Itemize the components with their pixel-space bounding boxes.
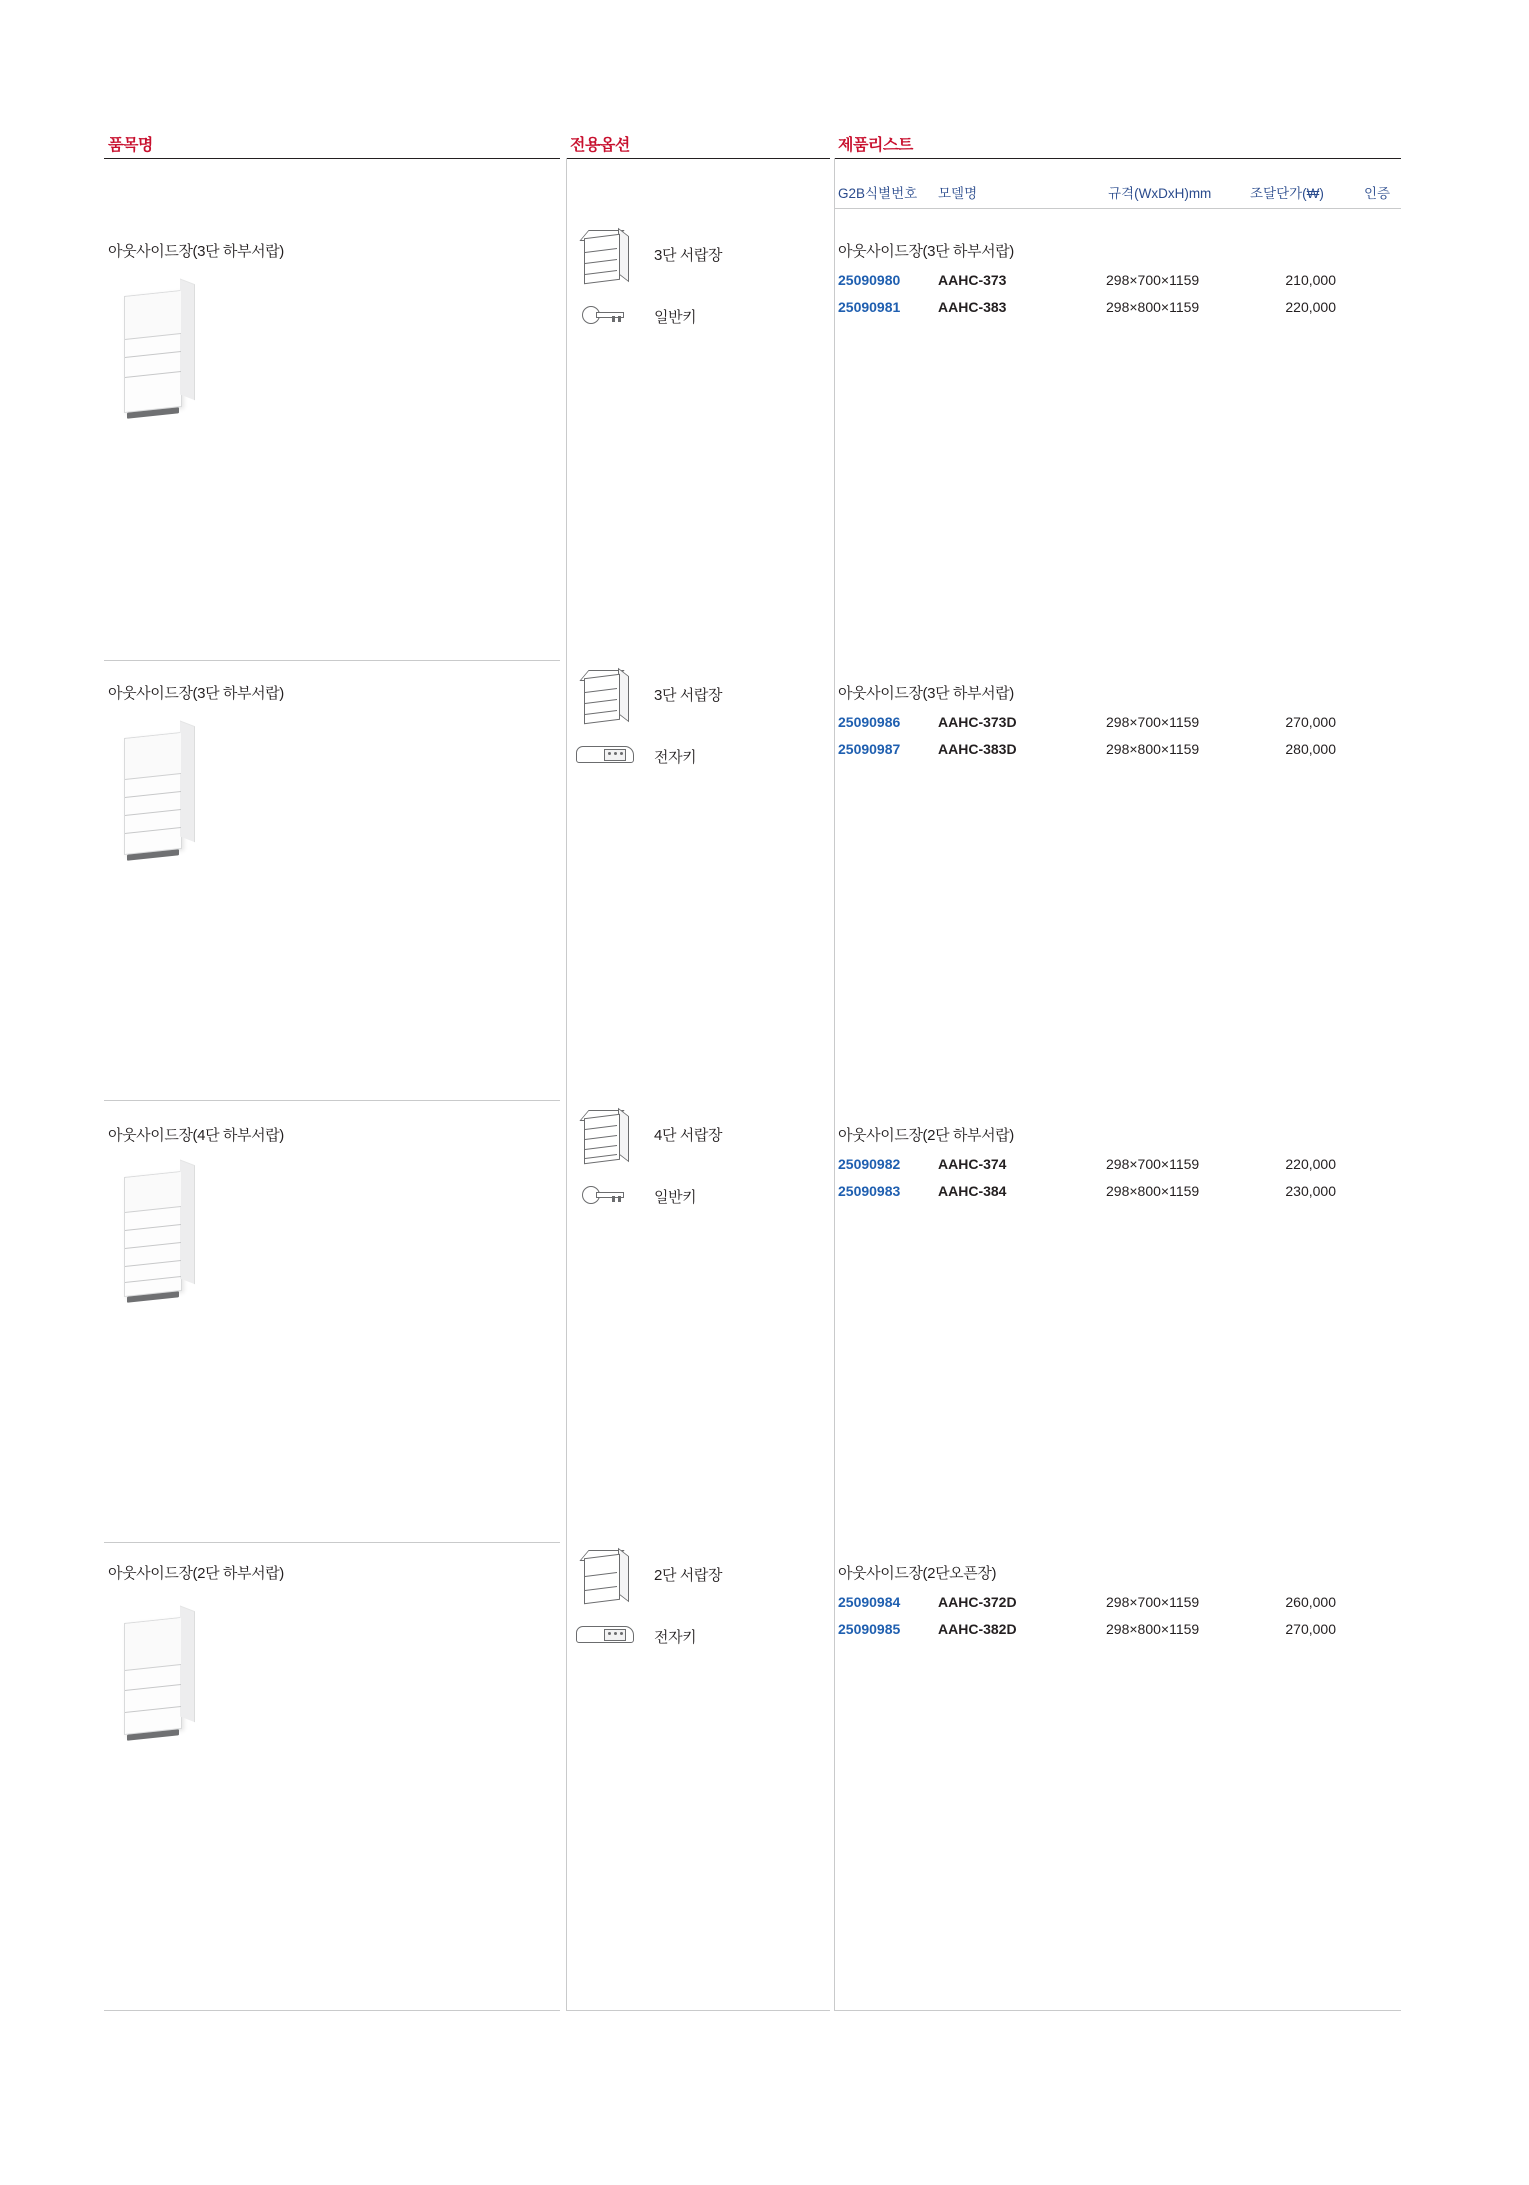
product-g2b: 25090983 <box>838 1183 901 1199</box>
product-model: AAHC-382D <box>938 1621 1017 1637</box>
header-g2b: G2B식별번호 <box>838 186 918 201</box>
divider-bottom-col2 <box>566 2010 830 2011</box>
product-price: 260,000 <box>1285 1594 1336 1610</box>
drawer-cabinet-icon <box>580 228 632 286</box>
product-spec: 298×700×1159 <box>1106 1594 1200 1610</box>
electronic-key-icon <box>576 740 634 768</box>
product-model: AAHC-383 <box>938 299 1007 315</box>
item-name: 아웃사이드장(4단 하부서랍) <box>108 1127 284 1144</box>
product-model: AAHC-384 <box>938 1183 1007 1199</box>
divider-top-col1 <box>104 158 560 159</box>
column-header-option: 전용옵션 <box>570 137 630 154</box>
divider-vertical-2 <box>834 158 835 2010</box>
option-label: 전자키 <box>654 1629 697 1646</box>
drawer-cabinet-icon <box>580 1108 632 1166</box>
product-model: AAHC-383D <box>938 741 1017 757</box>
drawer-cabinet-icon <box>580 1548 632 1606</box>
product-row[interactable] <box>838 1621 1398 1647</box>
divider-vertical-1 <box>566 158 567 2010</box>
product-g2b: 25090985 <box>838 1621 901 1637</box>
header-cert: 인증 <box>1364 186 1391 201</box>
product-model: AAHC-373D <box>938 714 1017 730</box>
column-header-product-list: 제품리스트 <box>838 137 913 154</box>
product-g2b: 25090987 <box>838 741 901 757</box>
product-price: 220,000 <box>1285 1156 1336 1172</box>
product-model: AAHC-373 <box>938 272 1007 288</box>
product-price: 270,000 <box>1285 1621 1336 1637</box>
product-price: 270,000 <box>1285 714 1336 730</box>
product-price: 230,000 <box>1285 1183 1336 1199</box>
product-photo <box>110 1590 220 1740</box>
product-row[interactable] <box>838 1183 1398 1209</box>
product-g2b: 25090984 <box>838 1594 901 1610</box>
product-price: 210,000 <box>1285 272 1336 288</box>
divider-top-col2 <box>566 158 830 159</box>
option-label: 2단 서랍장 <box>654 1567 723 1584</box>
option-label: 일반키 <box>654 1189 697 1206</box>
column-header-item-name: 품목명 <box>108 137 153 154</box>
product-group-title: 아웃사이드장(3단 하부서랍) <box>838 243 1014 260</box>
product-spec: 298×800×1159 <box>1106 741 1200 757</box>
electronic-key-icon <box>576 1620 634 1648</box>
product-row[interactable] <box>838 1594 1398 1620</box>
product-spec: 298×800×1159 <box>1106 1183 1200 1199</box>
product-spec: 298×700×1159 <box>1106 714 1200 730</box>
product-price: 280,000 <box>1285 741 1336 757</box>
header-spec: 규격(WxDxH)mm <box>1108 186 1212 201</box>
row-divider <box>104 1100 560 1101</box>
divider-bottom-col1 <box>104 2010 560 2011</box>
product-g2b: 25090981 <box>838 299 901 315</box>
divider-under-list-header <box>834 208 1401 209</box>
product-row[interactable] <box>838 1156 1398 1182</box>
row-divider <box>104 660 560 661</box>
key-icon <box>580 1180 632 1210</box>
product-group-title: 아웃사이드장(3단 하부서랍) <box>838 685 1014 702</box>
divider-bottom-col3 <box>834 2010 1401 2011</box>
key-icon <box>580 300 632 330</box>
divider-top-col3 <box>834 158 1401 159</box>
product-photo <box>110 710 220 860</box>
product-price: 220,000 <box>1285 299 1336 315</box>
option-label: 4단 서랍장 <box>654 1127 723 1144</box>
item-name: 아웃사이드장(3단 하부서랍) <box>108 243 284 260</box>
product-spec: 298×700×1159 <box>1106 1156 1200 1172</box>
product-model: AAHC-372D <box>938 1594 1017 1610</box>
product-spec: 298×800×1159 <box>1106 1621 1200 1637</box>
header-price: 조달단가(₩) <box>1250 186 1324 201</box>
item-name: 아웃사이드장(2단 하부서랍) <box>108 1565 284 1582</box>
row-divider <box>104 1542 560 1543</box>
product-row[interactable] <box>838 714 1398 740</box>
option-label: 전자키 <box>654 749 697 766</box>
product-row[interactable] <box>838 299 1398 325</box>
option-label: 일반키 <box>654 309 697 326</box>
product-row[interactable] <box>838 741 1398 767</box>
product-row[interactable] <box>838 272 1398 298</box>
product-group-title: 아웃사이드장(2단 하부서랍) <box>838 1127 1014 1144</box>
product-group-title: 아웃사이드장(2단오픈장) <box>838 1565 997 1582</box>
product-spec: 298×800×1159 <box>1106 299 1200 315</box>
product-spec: 298×700×1159 <box>1106 272 1200 288</box>
product-model: AAHC-374 <box>938 1156 1007 1172</box>
option-label: 3단 서랍장 <box>654 687 723 704</box>
product-photo <box>110 1152 220 1302</box>
product-g2b: 25090982 <box>838 1156 901 1172</box>
item-name: 아웃사이드장(3단 하부서랍) <box>108 685 284 702</box>
header-model: 모델명 <box>938 186 978 201</box>
drawer-cabinet-icon <box>580 668 632 726</box>
product-photo <box>110 268 220 418</box>
product-g2b: 25090980 <box>838 272 901 288</box>
product-g2b: 25090986 <box>838 714 901 730</box>
option-label: 3단 서랍장 <box>654 247 723 264</box>
